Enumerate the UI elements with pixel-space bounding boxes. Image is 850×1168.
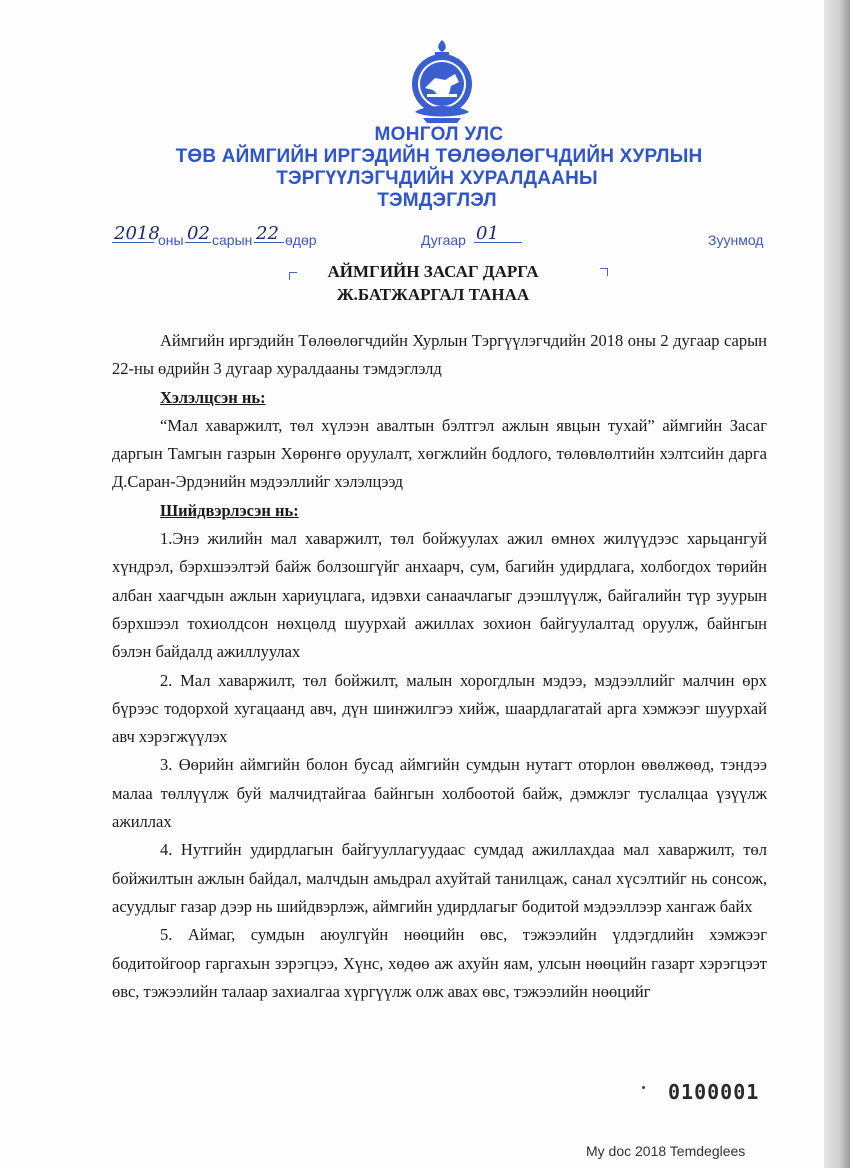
date-day [254, 223, 284, 244]
number [474, 223, 522, 244]
date-month-suffix: сарын [212, 232, 253, 248]
date-month [185, 223, 211, 244]
date-day-value: 22 [254, 226, 284, 243]
decision-item-3: 3. Өөрийн аймгийн болон бусад аймгийн сумдын нутагт оторлон өвөлжөөд, тэндээ малаа төллүүлж буй малчидтайгаа байнгын холбоотой байж, дэмжлэг туслалцаа үзүүлж ажиллах [112, 755, 767, 832]
place: Зуунмод [708, 232, 764, 248]
state-emblem-icon [405, 38, 479, 124]
addressee-name: Ж.БАТЖАРГАЛ ТАНАА [336, 285, 530, 304]
addressee-title: АЙМГИЙН ЗАСАГ ДАРГА [327, 262, 539, 281]
date-year-value: 2018 [114, 223, 160, 244]
decision-item-1: 1.Энэ жилийн мал хаваржилт, төл бойжуулах ажил өмнөх жилүүдээс харьцангуй хүндрэл, бэрхшээлтэй байж болзошгүйг анхаарч, сум, багийн удирдлага, холбогдох төрийн албан хаагчдын ажлын хариуцлага, идэвхи санаачлагыг дээшлүүлж, байгалийн түр зуурын бэрхшээл тохиолдсон нөхцөлд шуурхай ажиллах зохион байгуулалтад оруулж, байнгын бэлэн байдалд ажиллуулах [112, 529, 767, 662]
decision-item-5: 5. Аймаг, сумдын аюулгүйн нөөцийн өвс, тэжээлийн үлдэгдлийн хэмжээг бодитойгоор гаргахын зэрэгцээ, Хүнс, хөдөө аж ахуйн яам, улсын нөөцийн газарт хэрэгцээт өвс, тэжээлийн талаар захиалгаа хүргүүлж олж авах өвс, тэжээлийн нөөцийг [112, 925, 767, 1001]
date-day-suffix: өдөр [285, 232, 317, 248]
discussed-heading: Хэлэлцсэн нь: [160, 387, 266, 407]
date-month-value: 02 [187, 223, 210, 244]
decision-item-4: 4. Нутгийн удирдлагын байгууллагуудаас сумдад ажиллахдаа мал хаваржилт, төл бойжилтын ажлын байдал, малчдын амьдрал ахуйтай танилцаж, санал хүсэлтийг нь сонсож, асуудлыг газар дээр нь шийдвэрлэж, аймгийн удирдлагыг бодитой мэдээллээр хангаж байх [112, 840, 767, 916]
header-country: МОНГОЛ УЛС [374, 124, 504, 145]
intro-paragraph: Аймгийн иргэдийн Төлөөлөгчдийн Хурлын Тэргүүлэгчдийн 2018 оны 2 дугаар сарын 22-ны өдрийн 3 дугаар хуралдааны тэмдэглэлд [112, 331, 767, 379]
date-year-suffix: оны [158, 232, 184, 248]
decided-heading: Шийдвэрлэсэн нь: [160, 500, 299, 520]
discussed-paragraph: “Мал хаваржилт, төл хүлээн авалтын бэлтгэл ажлын явцын тухай” аймгийн Засаг даргын Тамгын газрын Хөрөнгө оруулалт, хөгжлийн бодлого, төлөвлөлтийн хэлтсийн дарга Д.Саран-Эрдэнийн мэдээллийг хэлэлцээд [112, 415, 767, 492]
header-council: ТӨВ АЙМГИЙН ИРГЭДИЙН ТӨЛӨӨЛӨГЧДИЙН ХУРЛЫН [175, 146, 703, 167]
number-label: Дугаар [421, 232, 466, 248]
dateline [112, 223, 772, 252]
document-body [112, 327, 767, 1006]
stamp-dot [642, 1086, 645, 1089]
footer-file-reference: My doc 2018 Temdeglees [586, 1143, 746, 1159]
date-year [112, 223, 160, 244]
number-value: 01 [474, 226, 522, 243]
header-presidium: ТЭРГҮҮЛЭГЧДИЙН ХУРАЛДААНЫ [276, 168, 598, 189]
header-doc-type: ТЭМДЭГЛЭЛ [377, 190, 497, 211]
serial-number-stamp: 0100001 [668, 1080, 760, 1104]
decision-item-2: 2. Мал хаваржилт, төл бойжилт, малын хорогдлын мэдээ, мэдээллийг малчин өрх бүрээс тодорхой хугацаанд авч, дүн шинжилгээ хийж, шаардлагатай арга хэмжээг шуурхай авч хэрэгжүүлэх [112, 670, 767, 747]
